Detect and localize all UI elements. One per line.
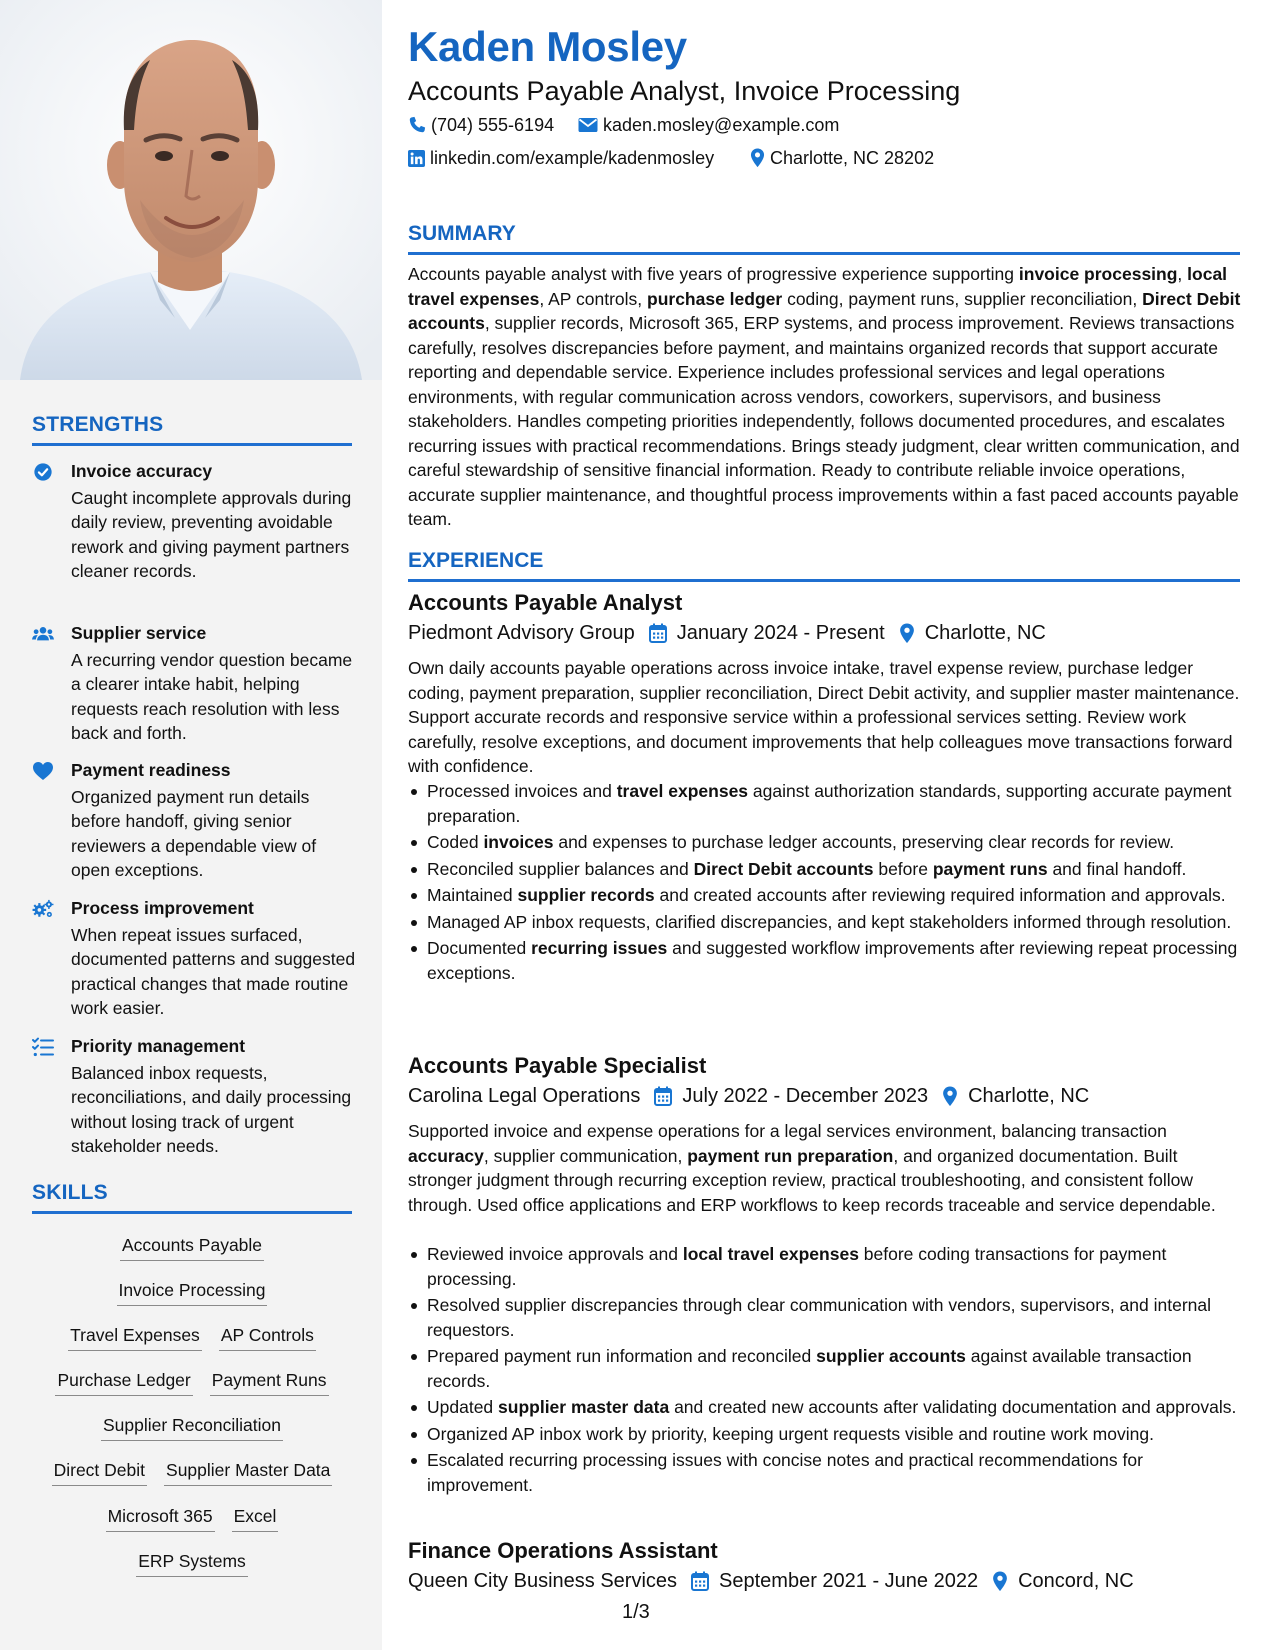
gears-icon <box>32 899 54 919</box>
map-pin-icon <box>750 148 765 168</box>
calendar-icon <box>649 623 667 643</box>
job-location: Charlotte, NC <box>924 622 1046 644</box>
strength-title: Invoice accuracy <box>71 461 213 481</box>
job-title: Finance Operations Assistant <box>408 1538 718 1563</box>
summary-divider <box>408 252 1240 255</box>
candidate-title: Accounts Payable Analyst, Invoice Processing <box>408 76 961 106</box>
map-pin-icon <box>899 623 915 644</box>
linkedin-icon <box>408 150 425 167</box>
strengths-divider <box>32 443 352 446</box>
calendar-icon <box>691 1571 709 1591</box>
job-dates: January 2024 - Present <box>676 622 885 644</box>
linkedin-text: linkedin.com/example/kadenmosley <box>430 148 715 168</box>
skill-tag: Supplier Reconciliation <box>101 1413 283 1441</box>
skill-tag: Travel Expenses <box>68 1323 202 1351</box>
bullet-item: Processed invoices and travel expenses against authorization standards, supporting accurate payment preparation. <box>408 779 1243 828</box>
skills-divider <box>32 1211 352 1214</box>
skill-tag: ERP Systems <box>136 1549 248 1577</box>
summary-text: Accounts payable analyst with five years of progressive experience supporting invoice processing, local travel expenses, AP controls, purchase ledger coding, payment runs, supplier reconciliation, Direct Debit accounts, supplier records, Microsoft 365, ERP systems, and process improvement. Reviews transactions carefully, resolves discrepancies before payment, and maintains organized records that support accurate reporting and dependable service. Experience includes professional services and legal operations environments, with regular communication across vendors, coworkers, supervisors, and business stakeholders. Handles competing priorities independently, follows documented procedures, and escalates recurring issues with practical recommendations. Brings steady judgment, clear written communication, and careful stewardship of sensitive financial information. Ready to contribute reliable invoice operations, accurate supplier maintenance, and thoughtful process improvements within a fast paced accounts payable team. <box>408 264 1241 529</box>
candidate-name: Kaden Mosley <box>408 23 687 70</box>
bullet-item: Maintained supplier records and created accounts after reviewing required information and approvals. <box>408 883 1243 908</box>
experience-heading: EXPERIENCE <box>408 549 544 572</box>
sidebar <box>0 0 382 1650</box>
job-dates: July 2022 - December 2023 <box>682 1085 929 1107</box>
skill-row <box>32 1233 352 1261</box>
bullet-item: Updated supplier master data and created new accounts after validating documentation and approvals. <box>408 1395 1243 1420</box>
profile-photo <box>0 0 382 380</box>
bullet-item: Coded invoices and expenses to purchase ledger accounts, preserving clear records for review. <box>408 830 1243 855</box>
phone-text: (704) 555-6194 <box>431 115 555 135</box>
skill-tag: AP Controls <box>219 1323 316 1351</box>
phone-contact[interactable] <box>408 114 554 136</box>
company-name: Queen City Business Services <box>408 1570 678 1592</box>
skill-tag: Accounts Payable <box>120 1233 264 1261</box>
phone-icon <box>408 116 426 134</box>
checklist-icon <box>32 1037 54 1057</box>
company-name: Carolina Legal Operations <box>408 1085 641 1107</box>
skill-row <box>32 1458 352 1486</box>
skill-row <box>32 1278 352 1306</box>
strength-description: Organized payment run details before handoff, giving senior reviewers a dependable view of open exceptions. <box>71 787 317 881</box>
company-name: Piedmont Advisory Group <box>408 622 635 644</box>
strength-title: Payment readiness <box>71 760 231 780</box>
bullet-item: Resolved supplier discrepancies through clear communication with vendors, supervisors, and internal requestors. <box>408 1293 1243 1342</box>
location-text: Charlotte, NC 28202 <box>770 148 935 168</box>
skill-tag: Purchase Ledger <box>55 1368 192 1396</box>
bullet-item: Reconciled supplier balances and Direct Debit accounts before payment runs and final handoff. <box>408 857 1243 882</box>
strength-description: Caught incomplete approvals during daily review, preventing avoidable rework and giving payment partners cleaner records. <box>71 488 352 582</box>
skill-tag: Invoice Processing <box>117 1278 268 1306</box>
job-title: Accounts Payable Specialist <box>408 1053 707 1078</box>
map-pin-icon <box>992 1571 1008 1592</box>
linkedin-contact[interactable] <box>408 147 714 169</box>
envelope-icon <box>578 117 598 133</box>
skill-row <box>32 1549 352 1577</box>
job-meta <box>408 1083 1089 1109</box>
job-location: Charlotte, NC <box>968 1085 1090 1107</box>
bullet-item: Reviewed invoice approvals and local travel expenses before coding transactions for payment processing. <box>408 1242 1243 1291</box>
job-meta <box>408 620 1046 646</box>
job-meta <box>408 1568 1134 1594</box>
bullet-item: Managed AP inbox requests, clarified discrepancies, and kept stakeholders informed through resolution. <box>408 910 1243 935</box>
summary-heading: SUMMARY <box>408 222 516 245</box>
strength-title: Process improvement <box>71 898 254 918</box>
bullet-item: Escalated recurring processing issues with concise notes and practical recommendations for improvement. <box>408 1448 1243 1497</box>
strength-description: When repeat issues surfaced, documented patterns and suggested practical changes that made routine work easier. <box>71 925 356 1019</box>
skill-tag: Excel <box>232 1504 279 1532</box>
bullet-item: Organized AP inbox work by priority, keeping urgent requests visible and routine work moving. <box>408 1422 1243 1447</box>
users-icon <box>32 624 54 644</box>
job-bullets <box>408 779 1243 987</box>
skill-tag: Microsoft 365 <box>106 1504 215 1532</box>
check-circle-icon <box>32 462 54 482</box>
map-pin-icon <box>942 1086 958 1107</box>
skill-tag: Supplier Master Data <box>164 1458 332 1486</box>
experience-divider <box>408 579 1240 582</box>
bullet-item: Documented recurring issues and suggested workflow improvements after reviewing repeat processing exceptions. <box>408 936 1243 985</box>
strengths-heading: STRENGTHS <box>32 413 164 436</box>
strength-description: A recurring vendor question became a clearer intake habit, helping requests reach resolution with less back and forth. <box>71 650 353 744</box>
strength-title: Priority management <box>71 1036 246 1056</box>
bullet-item: Prepared payment run information and reconciled supplier accounts against available transaction records. <box>408 1344 1243 1393</box>
page-number: 1/3 <box>622 1601 650 1623</box>
skill-tag: Payment Runs <box>210 1368 329 1396</box>
job-title: Accounts Payable Analyst <box>408 590 683 615</box>
skill-row <box>32 1368 352 1396</box>
skill-row <box>32 1323 352 1351</box>
skills-heading: SKILLS <box>32 1181 108 1204</box>
skill-row <box>32 1504 352 1532</box>
heart-icon <box>32 761 54 781</box>
job-description: Supported invoice and expense operations for a legal services environment, balancing transaction accuracy, supplier communication, payment run preparation, and organized documentation. Built stronger judgment through recurring exception review, practical troubleshooting, and consistent follow through. Used office applications and ERP workflows to keep records traceable and service dependable. <box>408 1121 1216 1215</box>
calendar-icon <box>654 1086 672 1106</box>
location-contact <box>750 147 934 169</box>
email-text: kaden.mosley@example.com <box>603 115 840 135</box>
job-description: Own daily accounts payable operations across invoice intake, travel expense review, purchase ledger coding, payment preparation, supplier reconciliation, Direct Debit activity, and supplier master maintenance. Support accurate records and responsive service within a professional services setting. Review work carefully, resolve exceptions, and document improvements that help colleagues move transactions forward with confidence. <box>408 658 1240 776</box>
email-contact[interactable] <box>578 114 839 136</box>
job-location: Concord, NC <box>1018 1570 1134 1592</box>
skill-row <box>32 1413 352 1441</box>
job-bullets <box>408 1242 1243 1499</box>
strength-title: Supplier service <box>71 623 207 643</box>
job-dates: September 2021 - June 2022 <box>719 1570 979 1592</box>
strength-description: Balanced inbox requests, reconciliations, and daily processing without losing track of urgent stakeholder needs. <box>71 1063 352 1157</box>
skill-tag: Direct Debit <box>52 1458 147 1486</box>
